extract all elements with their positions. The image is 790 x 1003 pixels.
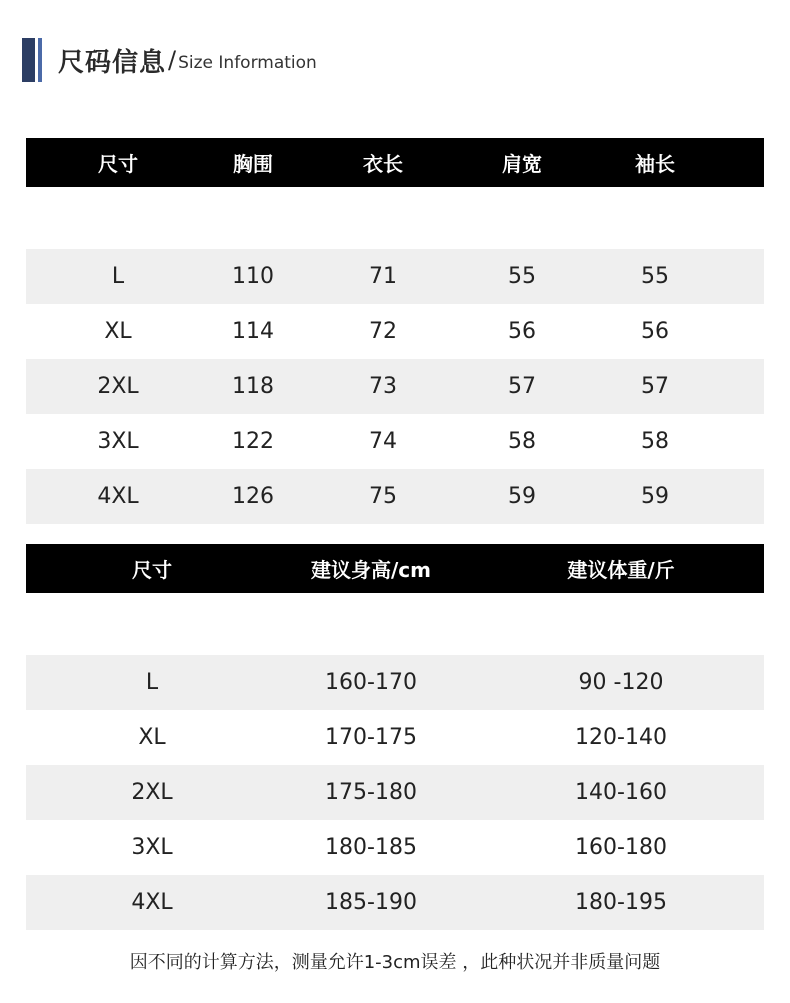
cell-sleeve: 56 <box>641 319 669 344</box>
table-row <box>26 710 764 765</box>
title-chinese: 尺码信息 <box>58 47 167 78</box>
cell-weight: 140-160 <box>575 780 667 805</box>
cell-length: 72 <box>369 319 397 344</box>
header-size: 尺寸 <box>98 152 138 176</box>
cell-size: XL <box>138 725 166 750</box>
cell-chest: 114 <box>232 319 274 344</box>
header-sleeve: 袖长 <box>635 152 675 176</box>
table-row <box>26 469 764 524</box>
cell-sleeve: 57 <box>641 374 669 399</box>
cell-shoulder: 55 <box>508 264 536 289</box>
cell-size: 3XL <box>131 835 173 860</box>
cell-size: 2XL <box>97 374 139 399</box>
table-row <box>26 304 764 359</box>
table-header <box>26 544 764 593</box>
measurement-disclaimer: 因不同的计算方法，测量允许1-3cm误差 ，此种状况并非质量问题 <box>129 952 661 973</box>
cell-size: XL <box>104 319 132 344</box>
table-header <box>26 138 764 187</box>
table-row <box>26 765 764 820</box>
cell-length: 73 <box>369 374 397 399</box>
cell-shoulder: 57 <box>508 374 536 399</box>
title-separator: / <box>168 46 177 74</box>
cell-shoulder: 56 <box>508 319 536 344</box>
cell-size: 4XL <box>131 890 173 915</box>
header-height: 建议身高/cm <box>311 558 431 582</box>
cell-height: 175-180 <box>325 780 417 805</box>
cell-sleeve: 58 <box>641 429 669 454</box>
cell-weight: 120-140 <box>575 725 667 750</box>
cell-weight: 90 -120 <box>578 670 664 695</box>
header-weight: 建议体重/斤 <box>567 558 675 582</box>
cell-weight: 180-195 <box>575 890 667 915</box>
table-row <box>26 249 764 304</box>
cell-height: 180-185 <box>325 835 417 860</box>
section-title <box>22 38 317 82</box>
cell-sleeve: 55 <box>641 264 669 289</box>
cell-size: 3XL <box>97 429 139 454</box>
size-measurement-table <box>26 138 764 524</box>
cell-size: L <box>145 670 159 695</box>
table-row <box>26 875 764 930</box>
cell-shoulder: 58 <box>508 429 536 454</box>
title-accent-bar <box>22 38 42 82</box>
cell-size: L <box>111 264 125 289</box>
cell-chest: 110 <box>232 264 274 289</box>
cell-shoulder: 59 <box>508 484 536 509</box>
header-chest: 胸围 <box>233 152 273 176</box>
table-row <box>26 820 764 875</box>
header-length: 衣长 <box>363 152 403 176</box>
cell-length: 75 <box>369 484 397 509</box>
cell-height: 185-190 <box>325 890 417 915</box>
cell-size: 2XL <box>131 780 173 805</box>
cell-height: 160-170 <box>325 670 417 695</box>
cell-chest: 126 <box>232 484 274 509</box>
cell-length: 71 <box>369 264 397 289</box>
cell-height: 170-175 <box>325 725 417 750</box>
cell-sleeve: 59 <box>641 484 669 509</box>
cell-length: 74 <box>369 429 397 454</box>
table-row <box>26 359 764 414</box>
table-row <box>26 414 764 469</box>
cell-weight: 160-180 <box>575 835 667 860</box>
cell-size: 4XL <box>97 484 139 509</box>
header-shoulder: 肩宽 <box>502 152 542 176</box>
size-recommendation-table <box>26 544 764 930</box>
cell-chest: 118 <box>232 374 274 399</box>
header-size: 尺寸 <box>132 558 172 582</box>
cell-chest: 122 <box>232 429 274 454</box>
title-english: Size Information <box>178 52 317 73</box>
table-row <box>26 655 764 710</box>
